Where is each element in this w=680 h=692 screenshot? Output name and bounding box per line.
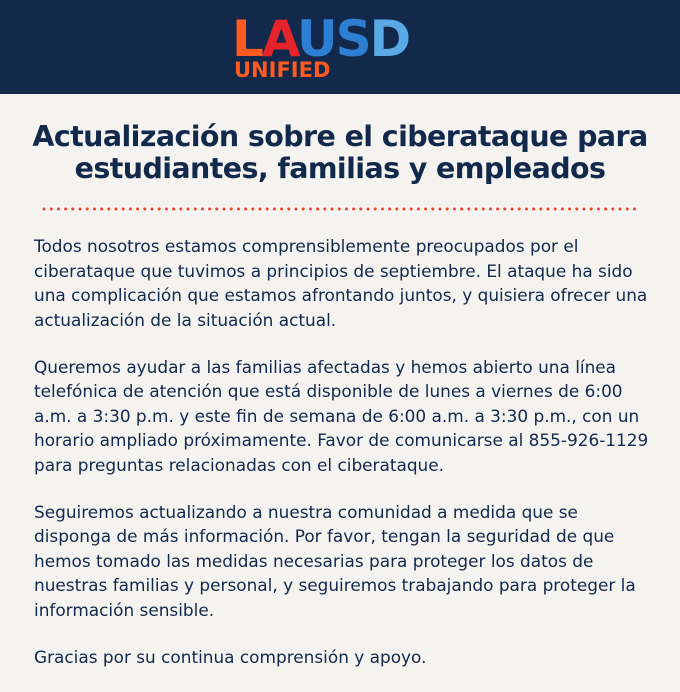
paragraph-3: Seguiremos actualizando a nuestra comunidad a medida que se disponga de más información. Por favor, tengan la seguridad de que hemos tomado las medidas necesarias para proteger los datos de nuestras familias y personal, y seguiremos trabajando para proteger la información sensible. [34, 501, 636, 620]
logo-wordmark [232, 10, 410, 68]
title-line-1: Actualización sobre el ciberataque para [32, 120, 648, 153]
page-title [20, 121, 660, 185]
dotted-divider [42, 206, 642, 212]
paragraph-1: Todos nosotros estamos comprensiblemente preocupados por el ciberataque que tuvimos a principios de septiembre. El ataque ha sido una complicación que estamos afrontando juntos, y quisiera ofrecer una actualización de la situación actual. [34, 236, 648, 330]
logo-letter-s: S [335, 10, 370, 68]
message-body [34, 234, 654, 692]
paragraph-4: Gracias por su continua comprensión y apoyo. [34, 646, 427, 667]
header-banner [0, 0, 680, 94]
logo-letter-l: L [232, 10, 262, 68]
title-line-2: estudiantes, familias y empleados [74, 152, 606, 185]
logo-subtitle: UNIFIED [234, 58, 331, 82]
logo-letter-u: U [297, 10, 336, 68]
logo-letter-d: D [369, 10, 410, 68]
lausd-logo [232, 10, 452, 84]
paragraph-2: Queremos ayudar a las familias afectadas y hemos abierto una línea telefónica de atención que está disponible de lunes a viernes de 6:00 a.m. a 3:30 p.m. y este fin de semana de 6:00 a.m. a 3:30 p.m., con un horario ampliado próximamente. Favor de comunicarse al 855-926-1129 para preguntas relacionadas con el ciberataque. [34, 356, 649, 475]
logo-letter-a: A [261, 10, 298, 68]
